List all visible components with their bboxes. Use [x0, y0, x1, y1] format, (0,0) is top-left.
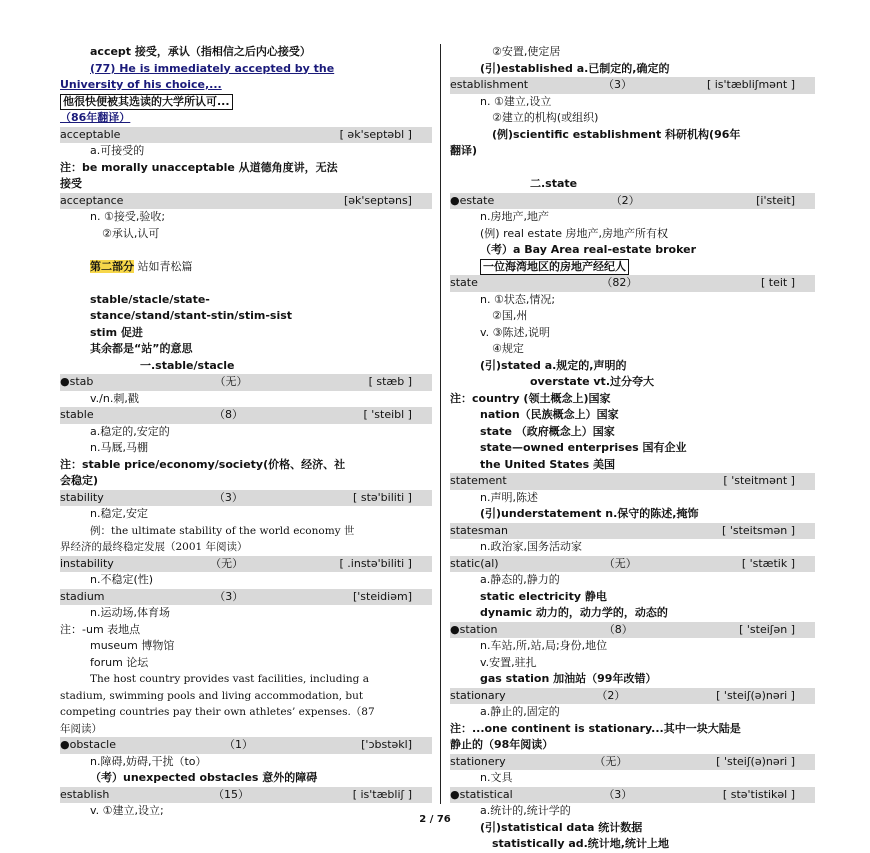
text-line: University of his choice,... [60, 78, 222, 91]
frequency-count: （8） [214, 408, 244, 421]
headword-row [60, 374, 432, 391]
frequency-count: （无） [214, 375, 248, 388]
text-line: v. ①建立,设立; [90, 804, 164, 817]
text-line: ②安置,使定居 [492, 45, 561, 58]
text-line: 静止的（98年阅读） [450, 738, 554, 751]
headword-row [450, 473, 815, 490]
text-line: 翻译) [450, 144, 478, 157]
text-line: a.稳定的,安定的 [90, 424, 170, 438]
text-line: ②建立的机构(或组织) [492, 111, 599, 124]
headword-row [450, 622, 815, 639]
phonetic: [ ək'septəbl ] [339, 127, 412, 141]
frequency-count: （1） [224, 738, 254, 751]
text-line: statistically ad.统计地,统计上地 [492, 837, 669, 850]
headword: ●obstacle [60, 738, 116, 751]
text-line: (引)understatement n.保守的陈述,掩饰 [480, 507, 699, 520]
text-line: v./n.刺,戳 [90, 391, 139, 405]
text-line: n.障碍,妨碍,干扰（to） [90, 754, 207, 768]
text-line: nation（民族概念上）国家 [480, 408, 619, 421]
headword: ●station [450, 622, 498, 636]
frequency-count: （无） [210, 556, 244, 570]
headword-row [60, 787, 432, 804]
text-line: The host country provides vast facilities, including a [90, 673, 369, 685]
text-line: （考）a Bay Area real-estate broker [480, 243, 697, 256]
text-line: n. ①接受,验收; [90, 210, 166, 223]
headword-row [60, 737, 432, 754]
boxed-translation [60, 94, 432, 111]
text-line: a.统计的,统计学的 [480, 804, 571, 817]
headword: stable [60, 408, 94, 421]
text-line: n.运动场,体育场 [90, 606, 170, 619]
text-line: (例)scientific establishment 科研机构(96年 [492, 127, 741, 141]
frequency-count: （无） [594, 754, 628, 768]
text-line: forum 论坛 [90, 655, 149, 669]
headword: instability [60, 556, 114, 570]
text-line: 一.stable/stacle [140, 358, 235, 372]
text-line: stable/stacle/state- [90, 292, 210, 306]
headword: acceptance [60, 193, 124, 207]
frequency-count: （2） [610, 193, 640, 207]
text-line: n.车站,所,站,局;身份,地位 [480, 639, 608, 652]
frequency-count: （无） [603, 556, 637, 570]
headword: stationery [450, 754, 506, 768]
text-line: 注：stable price/economy/society(价格、经济、社 [60, 457, 346, 471]
frequency-count: （82） [601, 276, 638, 289]
headword-row [60, 127, 432, 144]
text-line: overstate vt.过分夸大 [530, 375, 654, 388]
text-line: ②国,州 [492, 309, 528, 322]
text-line: stance/stand/stant-stin/stim-sist [90, 309, 293, 322]
phonetic: [ 'steitmənt ] [723, 474, 795, 487]
column-divider [440, 44, 441, 804]
phonetic: ['steidiəm] [352, 589, 412, 603]
text-line: gas station 加油站（99年改错） [480, 672, 657, 685]
text-line: (引)statistical data 统计数据 [480, 820, 643, 834]
phonetic: ['ɔbstəkl] [361, 738, 412, 751]
translation-box: 一位海湾地区的房地产经纪人 [480, 259, 629, 275]
right-column [450, 44, 815, 853]
headword: establishment [450, 78, 529, 91]
translation-box: 他很快便被其选读的大学所认可... [60, 94, 233, 110]
text-line: the United States 美国 [480, 457, 616, 471]
headword: ●statistical [450, 787, 513, 801]
left-column [60, 44, 432, 820]
phonetic: [ is'tæbliʃmənt ] [706, 78, 795, 91]
headword: acceptable [60, 127, 121, 141]
phonetic: [i'steit] [756, 193, 795, 207]
headword: ●estate [450, 193, 495, 207]
headword-row [60, 193, 432, 210]
frequency-count: （2） [596, 688, 626, 702]
text-line: 界经济的最终稳定发展（2001 年阅读） [60, 541, 248, 553]
phonetic: [ 'stætik ] [741, 556, 795, 570]
phonetic: [ 'steiʃ(ə)nəri ] [716, 688, 795, 702]
text-line: n. ①建立,设立 [480, 94, 552, 108]
phonetic: [ is'tæbliʃ ] [352, 787, 412, 801]
text-line: state （政府概念上）国家 [480, 424, 615, 438]
text-line: ②承认,认可 [102, 226, 160, 240]
text-line: museum 博物馆 [90, 639, 175, 652]
frequency-count: （3） [603, 78, 633, 91]
phonetic: [ teit ] [760, 276, 795, 289]
headword-row [450, 193, 815, 210]
section-heading [60, 259, 432, 276]
text-line: 年阅读） [60, 722, 102, 735]
text-line: a.静态的,静力的 [480, 573, 560, 586]
text-line: 会稳定) [60, 474, 99, 487]
text-line: v.安置,驻扎 [480, 655, 537, 669]
text-line: competing countries pay their own athletes’ expenses.（87 [60, 706, 375, 718]
headword-row [450, 688, 815, 705]
text-line: n.文具 [480, 771, 513, 784]
text-line: (77) He is immediately accepted by the [90, 61, 335, 75]
phonetic: [ 'steitsmən ] [722, 523, 795, 537]
text-line: v. ③陈述,说明 [480, 325, 551, 339]
frequency-count: （3） [603, 787, 633, 801]
text-line: n. ①状态,情况; [480, 292, 556, 306]
text-line: 接受 [60, 177, 82, 190]
text-line [60, 242, 432, 259]
frequency-count: （15） [213, 787, 250, 801]
text-line: static electricity 静电 [480, 589, 607, 603]
headword-row [60, 407, 432, 424]
text-line: state—owned enterprises 国有企业 [480, 441, 687, 454]
text-line: 例：the ultimate stability of the world economy 世 [90, 524, 355, 537]
headword-row [60, 556, 432, 573]
headword-row [450, 275, 815, 292]
text-line: 注：-um 表地点 [60, 622, 141, 636]
phonetic: [ stə'tistikəl ] [722, 787, 795, 801]
headword-row [450, 523, 815, 540]
text-line: a.静止的,固定的 [480, 705, 560, 718]
text-line: dynamic 动力的，动力学的，动态的 [480, 606, 668, 619]
text-line: 其余都是“站”的意思 [90, 342, 193, 355]
section-subtitle: 站如青松篇 [134, 259, 193, 273]
phonetic: [ 'steibl ] [363, 408, 412, 421]
headword: state [450, 276, 478, 289]
headword: static(al) [450, 556, 499, 570]
frequency-count: （3） [214, 589, 244, 603]
frequency-count: （8） [603, 622, 633, 636]
text-line: a.可接受的 [90, 144, 145, 157]
text-line: ④规定 [492, 342, 524, 355]
section-label: 第二部分 [90, 259, 134, 273]
boxed-translation [450, 259, 815, 276]
text-line: accept 接受，承认（指相信之后内心接受） [90, 45, 311, 58]
text-line: 注：country (领土概念上)国家 [450, 391, 611, 405]
text-line: n.声明,陈述 [480, 490, 538, 504]
frequency-count: （3） [213, 490, 243, 504]
text-line [60, 275, 432, 292]
phonetic: [ 'steiʃ(ə)nəri ] [716, 754, 795, 768]
text-line: n.稳定,安定 [90, 507, 148, 520]
text-line: (引)established a.已制定的,确定的 [480, 61, 670, 75]
headword: statesman [450, 523, 509, 537]
headword: ●stab [60, 375, 94, 388]
headword: statement [450, 474, 507, 487]
headword-row [60, 490, 432, 507]
text-line: n.房地产,地产 [480, 210, 549, 223]
headword-row [450, 787, 815, 804]
page-number: 2 / 76 [419, 814, 451, 825]
text-line: (引)stated a.规定的,声明的 [480, 358, 627, 372]
text-line: n.政治家,国务活动家 [480, 540, 582, 553]
phonetic: [ stə'biliti ] [353, 490, 412, 504]
text-line: n.马厩,马棚 [90, 441, 148, 454]
headword-row [60, 589, 432, 606]
headword: stadium [60, 589, 105, 603]
text-line: stim 促进 [90, 325, 143, 339]
text-line: （考）unexpected obstacles 意外的障碍 [90, 771, 318, 784]
phonetic: [ stæb ] [368, 375, 412, 388]
phonetic: [ 'steiʃən ] [739, 622, 795, 636]
phonetic: [ .instə'biliti ] [339, 556, 412, 570]
text-line: (例) real estate 房地产,房地产所有权 [480, 226, 669, 240]
text-line: （86年翻译） [60, 111, 131, 124]
headword: stability [60, 490, 104, 504]
text-line: 二.state [530, 177, 578, 190]
text-line [450, 160, 815, 177]
text-line: stadium, swimming pools and living accommodation, but [60, 689, 364, 702]
headword: establish [60, 787, 110, 801]
phonetic: [ək'septəns] [343, 193, 412, 207]
headword-row [450, 77, 815, 94]
headword-row [450, 556, 815, 573]
text-line: n.不稳定(性) [90, 573, 154, 586]
text-line: 注：...one continent is stationary...其中一块大陆是 [450, 721, 741, 735]
headword: stationary [450, 688, 506, 702]
text-line: 注：be morally unacceptable 从道德角度讲，无法 [60, 160, 338, 174]
headword-row [450, 754, 815, 771]
